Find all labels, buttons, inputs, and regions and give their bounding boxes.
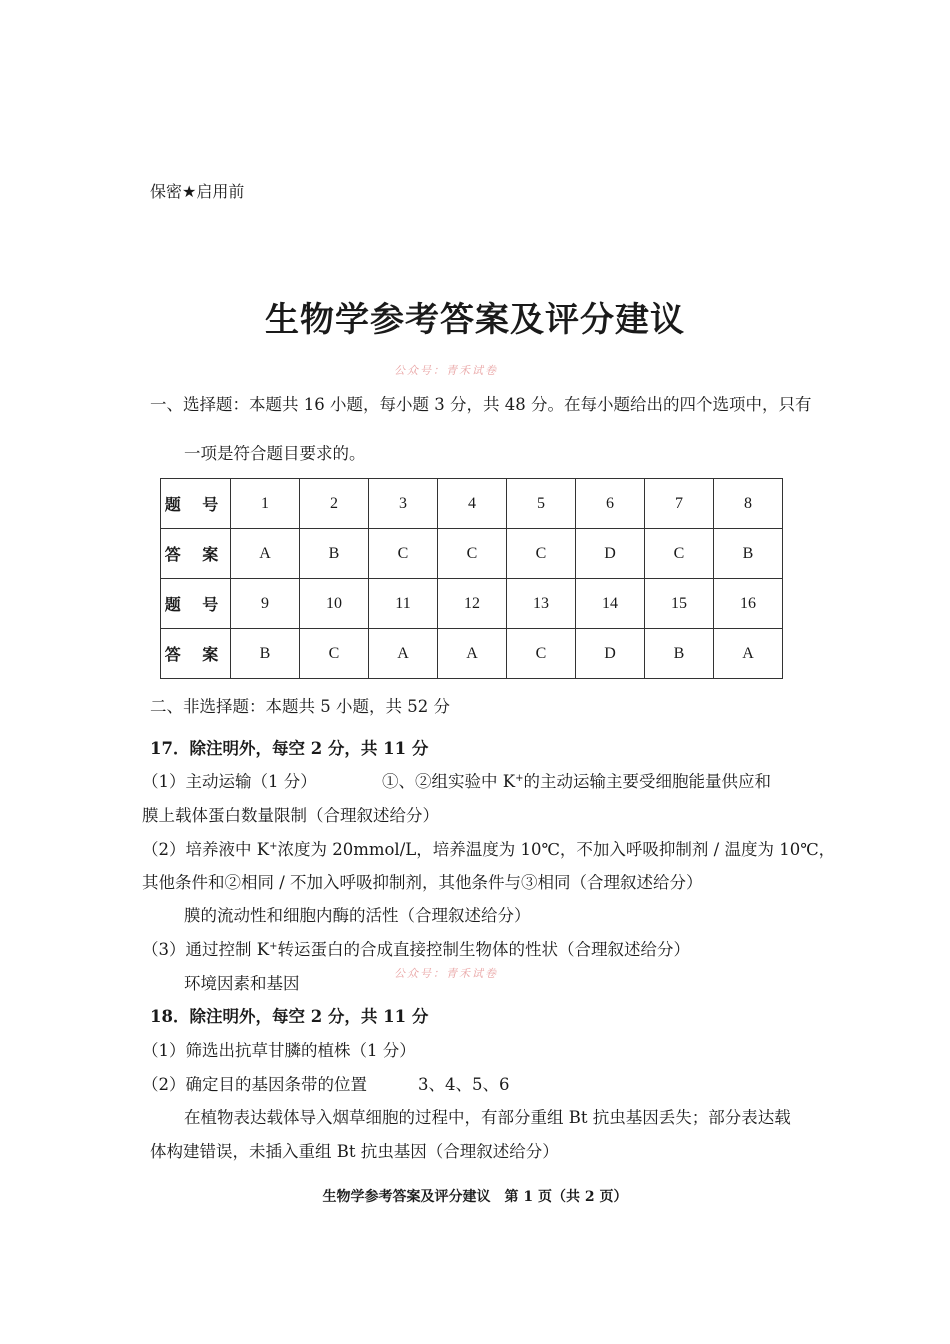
watermark-top: 公众号：青禾试卷 [394,364,498,377]
q17-answer-3: （3）通过控制 K+转运蛋白的合成直接控制生物体的性状（合理叙述给分） [142,940,690,959]
number-cell: 4 [438,479,507,529]
answer-table [160,478,783,679]
answer-cell: C [369,529,438,579]
section1-line2: 一项是符合题目要求的。 [184,444,366,463]
q17-answer-2: （2）培养液中 K+浓度为 20mmol/L，培养温度为 10℃，不加入呼吸抑制剂 / 温度为 10℃， [142,840,836,859]
confidential-label: 保密★启用前 [150,182,245,201]
number-cell: 13 [507,579,576,629]
number-cell: 11 [369,579,438,629]
table-row [161,629,783,679]
q17-answer-2-cont: 其他条件和②相同 / 不加入呼吸抑制剂，其他条件与③相同（合理叙述给分） [142,873,703,892]
header-cell-number: 题 号 [161,479,231,529]
answer-cell: A [231,529,300,579]
answer-cell: C [507,529,576,579]
number-cell: 2 [300,479,369,529]
page-footer: 生物学参考答案及评分建议 第 1 页（共 2 页） [322,1189,628,1205]
q18-answer-2c-cont: 体构建错误，未插入重组 Bt 抗虫基因（合理叙述给分） [150,1142,559,1161]
q18-answer-2c: 在植物表达载体导入烟草细胞的过程中，有部分重组 Bt 抗虫基因丢失；部分表达载 [184,1108,791,1127]
q17-answer-3b: 环境因素和基因 [184,974,300,993]
number-cell: 1 [231,479,300,529]
answer-cell: D [576,529,645,579]
number-cell: 6 [576,479,645,529]
answer-cell: C [507,629,576,679]
answer-cell: A [438,629,507,679]
answer-cell: C [438,529,507,579]
q17-heading: 17．除注明外，每空 2 分，共 11 分 [150,739,429,758]
q18-answer-2b: 3、4、5、6 [418,1075,510,1094]
number-cell: 16 [714,579,783,629]
q17-answer-1-cont: 膜上载体蛋白数量限制（合理叙述给分） [142,806,439,825]
number-cell: 5 [507,479,576,529]
answer-cell: D [576,629,645,679]
q18-heading: 18．除注明外，每空 2 分，共 11 分 [150,1007,429,1026]
answer-cell: B [300,529,369,579]
q18-answer-1: （1）筛选出抗草甘膦的植株（1 分） [142,1041,416,1060]
table-row [161,479,783,529]
answer-cell: C [645,529,714,579]
table-row [161,579,783,629]
number-cell: 9 [231,579,300,629]
header-cell-answer: 答 案 [161,529,231,579]
section1-line1: 一、选择题：本题共 16 小题，每小题 3 分，共 48 分。在每小题给出的四个选项中，只有 [150,395,812,414]
answer-cell: C [300,629,369,679]
section2-heading: 二、非选择题：本题共 5 小题，共 52 分 [150,697,450,716]
document-title: 生物学参考答案及评分建议 [265,300,685,340]
answer-cell: B [231,629,300,679]
header-cell-number: 题 号 [161,579,231,629]
number-cell: 15 [645,579,714,629]
number-cell: 8 [714,479,783,529]
number-cell: 10 [300,579,369,629]
answer-cell: A [369,629,438,679]
q17-answer-1b: ①、②组实验中 K+的主动运输主要受细胞能量供应和 [382,772,771,791]
number-cell: 14 [576,579,645,629]
answer-cell: B [714,529,783,579]
q18-answer-2a: （2）确定目的基因条带的位置 [142,1075,367,1094]
answer-cell: A [714,629,783,679]
watermark-middle: 公众号：青禾试卷 [394,967,498,980]
number-cell: 12 [438,579,507,629]
q17-answer-1a: （1）主动运输（1 分） [142,772,317,791]
table-row [161,529,783,579]
q17-answer-2b: 膜的流动性和细胞内酶的活性（合理叙述给分） [184,906,531,925]
number-cell: 3 [369,479,438,529]
number-cell: 7 [645,479,714,529]
header-cell-answer: 答 案 [161,629,231,679]
answer-cell: B [645,629,714,679]
